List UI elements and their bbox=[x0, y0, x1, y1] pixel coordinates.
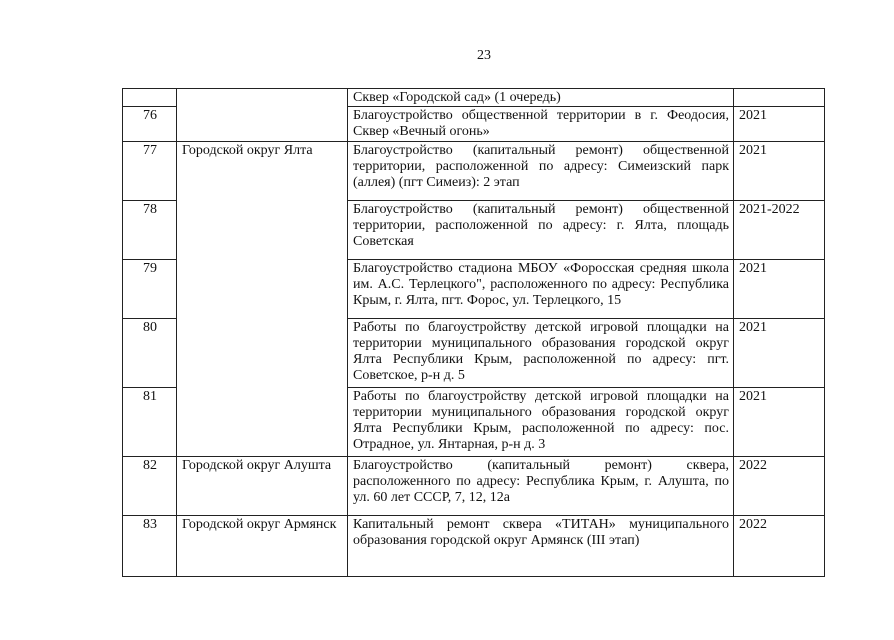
projects-table bbox=[122, 88, 825, 577]
district-cell: Городской округ Армянск bbox=[177, 516, 348, 577]
row-number: 76 bbox=[123, 107, 177, 142]
row-number: 79 bbox=[123, 260, 177, 319]
year-cell: 2021 bbox=[734, 142, 825, 201]
year-cell: 2021 bbox=[734, 107, 825, 142]
year-cell: 2021 bbox=[734, 260, 825, 319]
table-row bbox=[123, 89, 825, 107]
description-cell: Благоустройство (капитальный ремонт) общественной территории, расположенной по адресу: г. Ялта, площадь Советская bbox=[348, 201, 734, 260]
description-cell: Благоустройство стадиона МБОУ «Форосская средняя школа им. А.С. Терлецкого", расположенного по адресу: Республика Крым, г. Ялта, пгт. Форос, ул. Терлецкого, 15 bbox=[348, 260, 734, 319]
row-number: 77 bbox=[123, 142, 177, 201]
table-row bbox=[123, 516, 825, 577]
row-number: 82 bbox=[123, 457, 177, 516]
row-number: 80 bbox=[123, 319, 177, 388]
page-number: 23 bbox=[477, 48, 491, 63]
table-row bbox=[123, 142, 825, 201]
table-row bbox=[123, 457, 825, 516]
description-cell: Благоустройство общественной территории в г. Феодосия, Сквер «Вечный огонь» bbox=[348, 107, 734, 142]
row-number: 78 bbox=[123, 201, 177, 260]
row-number: 81 bbox=[123, 388, 177, 457]
year-cell: 2021 bbox=[734, 388, 825, 457]
description-cell: Сквер «Городской сад» (1 очередь) bbox=[348, 89, 734, 107]
description-cell: Работы по благоустройству детской игровой площадки на территории муниципального образования городской округ Ялта Республики Крым, расположенной по адресу: пгт. Советское, р-н д. 5 bbox=[348, 319, 734, 388]
year-cell: 2022 bbox=[734, 516, 825, 577]
description-cell: Работы по благоустройству детской игровой площадки на территории муниципального образования городской округ Ялта Республики Крым, расположенной по адресу: пос. Отрадное, ул. Янтарная, р-н д. 3 bbox=[348, 388, 734, 457]
year-cell: 2021-2022 bbox=[734, 201, 825, 260]
description-cell: Благоустройство (капитальный ремонт) сквера, расположенного по адресу: Республика Крым, г. Алушта, по ул. 60 лет СССР, 7, 12, 12а bbox=[348, 457, 734, 516]
district-cell: Городской округ Ялта bbox=[177, 142, 348, 457]
year-cell: 2021 bbox=[734, 319, 825, 388]
district-cell: Городской округ Алушта bbox=[177, 457, 348, 516]
year-cell: 2022 bbox=[734, 457, 825, 516]
description-cell: Капитальный ремонт сквера «ТИТАН» муниципального образования городской округ Армянск (III этап) bbox=[348, 516, 734, 577]
row-number: 83 bbox=[123, 516, 177, 577]
row-number bbox=[123, 89, 177, 107]
district-cell bbox=[177, 89, 348, 142]
description-cell: Благоустройство (капитальный ремонт) общественной территории, расположенной по адресу: Симеизский парк (аллея) (пгт Симеиз): 2 этап bbox=[348, 142, 734, 201]
year-cell bbox=[734, 89, 825, 107]
